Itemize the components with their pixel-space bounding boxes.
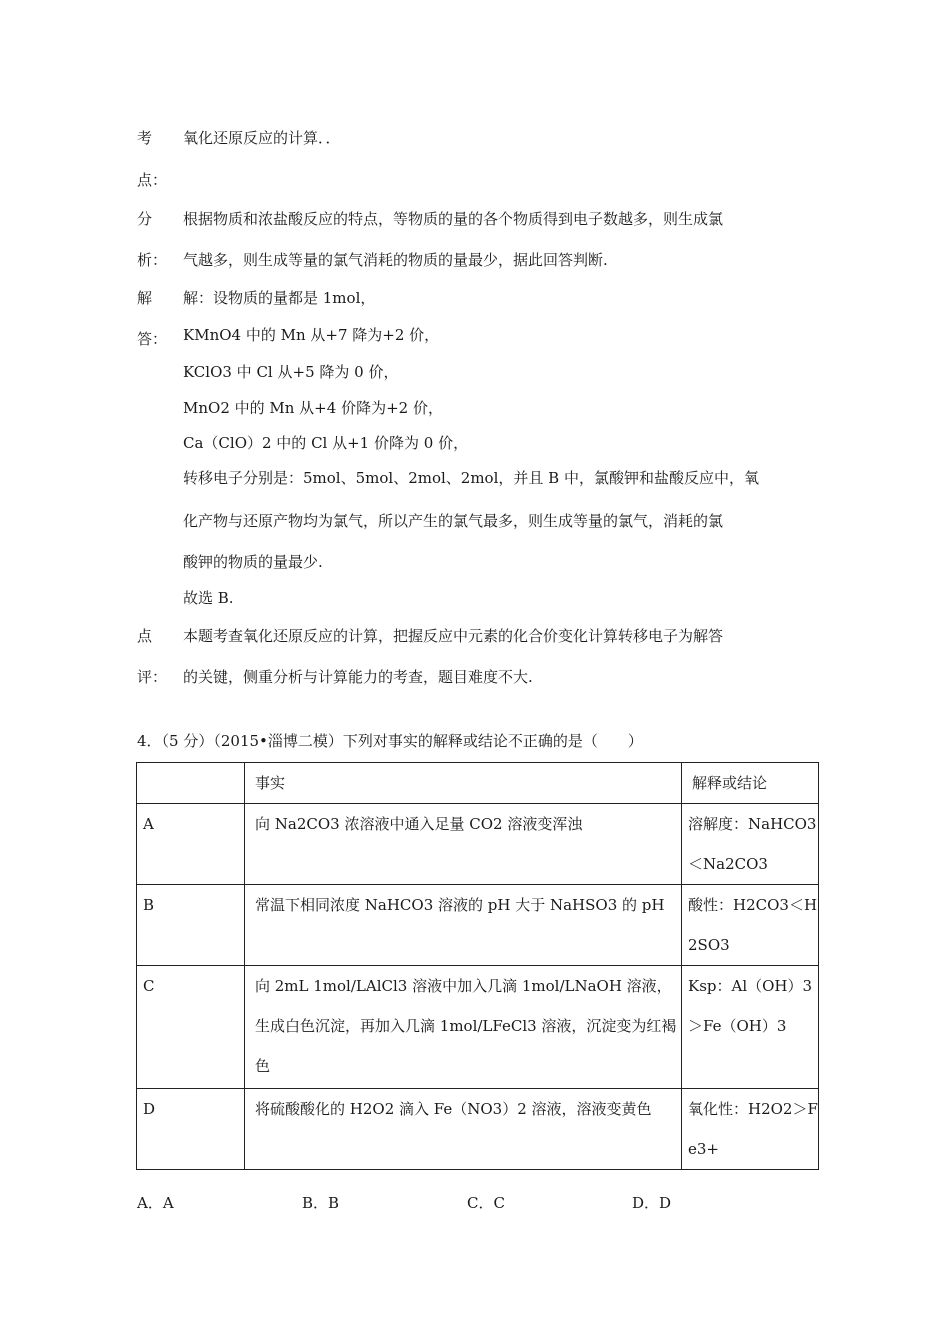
jieda-line-3: KClO3 中 Cl 从+5 降为 0 价， — [183, 363, 399, 381]
table-header-explain-text: 解释或结论 — [692, 774, 768, 792]
dianping-label-2: 评： — [137, 668, 168, 686]
dianping-line-1: 本题考查氧化还原反应的计算，把握反应中元素的化合价变化计算转移电子为解答 — [183, 627, 724, 645]
row-fact-text: 向 Na2CO3 浓溶液中通入足量 CO2 溶液变浑浊 — [255, 815, 583, 833]
table-header-row — [137, 763, 819, 804]
row-fact-text: 向 2mL 1mol/LAlCl3 溶液中加入几滴 1mol/LNaOH 溶液，生成白色沉淀，再加入几滴 1mol/LFeCl3 溶液，沉淀变为红褐色 — [255, 977, 677, 1075]
row-label: B — [137, 885, 245, 966]
table-header-explain — [682, 763, 819, 804]
row-label: D — [137, 1089, 245, 1170]
row-label: A — [137, 804, 245, 885]
fenxi-line-2: 气越多，则生成等量的氯气消耗的物质的量最少，据此回答判断. — [183, 251, 608, 269]
table-row — [137, 804, 819, 885]
kaodian-text: 氧化还原反应的计算．． — [183, 129, 341, 147]
jieda-line-6: 转移电子分别是：5mol、5mol、2mol、2mol，并且 B 中，氯酸钾和盐酸反应中，氧 — [183, 469, 759, 487]
option-d[interactable]: D．D — [632, 1194, 672, 1212]
row-explain-text: 氧化性：H2O2＞Fe3+ — [688, 1100, 818, 1158]
jieda-line-8: 酸钾的物质的量最少. — [183, 553, 323, 571]
row-explain-text: 酸性：H2CO3＜H2SO3 — [688, 896, 818, 954]
question-4-stem: 4．（5 分）（2015•淄博二模）下列对事实的解释或结论不正确的是（ ） — [137, 732, 643, 750]
row-explain — [682, 804, 819, 885]
row-fact — [245, 966, 682, 1089]
row-explain-text: Ksp：Al（OH）3＞Fe（OH）3 — [688, 977, 813, 1035]
row-fact-text: 将硫酸酸化的 H2O2 滴入 Fe（NO3）2 溶液，溶液变黄色 — [255, 1100, 652, 1118]
row-explain-text: 溶解度：NaHCO3＜Na2CO3 — [688, 815, 817, 873]
row-fact-text: 常温下相同浓度 NaHCO3 溶液的 pH 大于 NaHSO3 的 pH — [255, 896, 665, 914]
table-header-fact — [245, 763, 682, 804]
jieda-line-9: 故选 B. — [183, 589, 234, 607]
row-fact — [245, 804, 682, 885]
jieda-line-7: 化产物与还原产物均为氯气，所以产生的氯气最多，则生成等量的氯气，消耗的氯 — [183, 512, 724, 530]
question-table — [136, 762, 819, 1170]
row-fact — [245, 1089, 682, 1170]
option-a[interactable]: A．A — [137, 1194, 174, 1212]
option-c[interactable]: C．C — [467, 1194, 505, 1212]
row-explain — [682, 885, 819, 966]
row-explain — [682, 1089, 819, 1170]
jieda-line-1: 解：设物质的量都是 1mol， — [183, 289, 376, 307]
jieda-label-1: 解 — [137, 289, 153, 307]
dianping-line-2: 的关键，侧重分析与计算能力的考查，题目难度不大. — [183, 668, 533, 686]
table-header-empty — [137, 763, 245, 804]
jieda-line-5: Ca（ClO）2 中的 Cl 从+1 价降为 0 价， — [183, 434, 469, 452]
row-label: C — [137, 966, 245, 1089]
fenxi-label-1: 分 — [137, 210, 153, 228]
fenxi-label-2: 析： — [137, 251, 168, 269]
table-row — [137, 885, 819, 966]
table-row — [137, 966, 819, 1089]
jieda-line-4: MnO2 中的 Mn 从+4 价降为+2 价， — [183, 399, 443, 417]
table-row — [137, 1089, 819, 1170]
jieda-line-2: KMnO4 中的 Mn 从+7 降为+2 价， — [183, 326, 440, 344]
dianping-label-1: 点 — [137, 627, 153, 645]
row-fact — [245, 885, 682, 966]
option-b[interactable]: B．B — [302, 1194, 340, 1212]
kaodian-label-2: 点： — [137, 171, 168, 189]
kaodian-label-1: 考 — [137, 129, 153, 147]
row-explain — [682, 966, 819, 1089]
fenxi-line-1: 根据物质和浓盐酸反应的特点，等物质的量的各个物质得到电子数越多，则生成氯 — [183, 210, 724, 228]
jieda-label-2: 答： — [137, 330, 168, 348]
table-header-fact-text: 事实 — [255, 774, 286, 792]
